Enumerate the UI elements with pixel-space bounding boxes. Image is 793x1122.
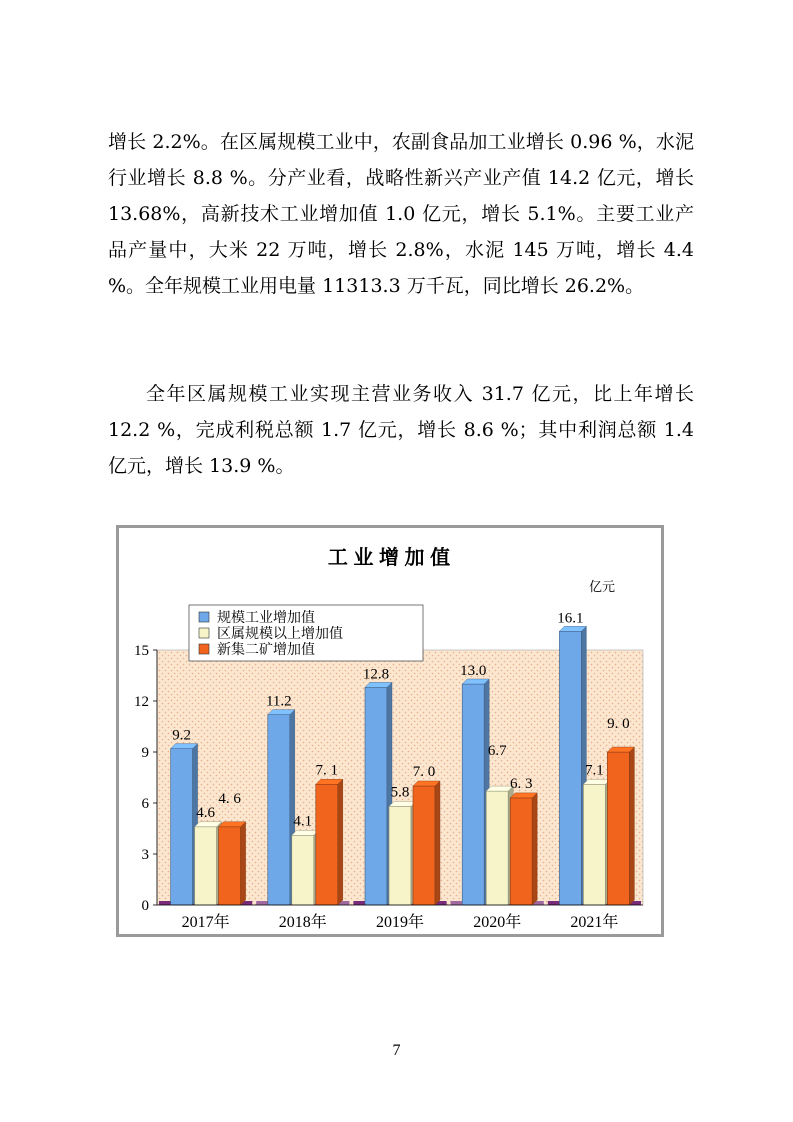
x-tick-label: 2019年: [375, 914, 425, 931]
x-tick-label: 2021年: [570, 914, 619, 931]
y-tick-label: 0: [141, 898, 149, 914]
bar: [316, 779, 343, 905]
paragraph-1-text: 增长 2.2%。在区属规模工业中，农副食品加工业增长 0.96 %，水泥行业增长 8.8 %。分产业看，战略性新兴产业产值 14.2 亿元，增长 13.68%，高新技术工业增加值 1.0 亿元，增长 5.1%。主要工业产品产量中，大米 22 万吨，增长 2.8%，水泥 145 万吨，增长 4.4 %。全年规模工业用电量 11313.3 万千瓦，同比增长 26.2%。: [108, 131, 694, 297]
bar: [462, 679, 489, 905]
data-label: 12.8: [362, 666, 390, 683]
bar: [171, 744, 198, 905]
bar: [486, 786, 513, 905]
paragraph-2-text: 全年区属规模工业实现主营业务收入 31.7 亿元，比上年增长 12.2 %，完成利税总额 1.7 亿元，增长 8.6 %；其中利润总额 1.4 亿元，增长 13.9 %。: [108, 383, 694, 477]
y-tick-label: 9: [141, 745, 149, 761]
chart-frame: [116, 525, 664, 937]
y-tick-label: 6: [141, 796, 149, 812]
bar: [510, 793, 537, 905]
data-label: 9. 0: [607, 716, 630, 732]
paragraph-2: [108, 376, 694, 484]
bar: [268, 710, 295, 905]
data-label: 7.1: [585, 762, 604, 779]
y-tick-label: 3: [141, 847, 149, 863]
data-label: 16.1: [557, 610, 584, 627]
legend-label: 规模工业增加值: [217, 610, 315, 626]
x-tick-label: 2018年: [278, 914, 327, 931]
data-label: 5.8: [390, 784, 410, 801]
data-label: 4.1: [293, 813, 313, 830]
bar: [389, 801, 416, 905]
data-label: 13.0: [460, 663, 487, 679]
data-label: 4. 6: [218, 790, 241, 807]
unit-label: 亿元: [588, 580, 616, 595]
x-tick-label: 2020年: [473, 914, 522, 931]
data-label: 7. 1: [315, 762, 339, 779]
bar: [195, 822, 222, 905]
bar: [583, 779, 610, 905]
data-label: 11.2: [265, 693, 292, 710]
page-number: 7: [392, 1042, 401, 1059]
bar: [559, 626, 586, 905]
bar: [607, 747, 634, 905]
legend-swatch: [199, 644, 209, 654]
data-label: 4.6: [196, 804, 215, 821]
legend-label: 新集二矿增加值: [217, 642, 315, 658]
y-tick-label: 12: [134, 694, 149, 710]
data-label: 9.2: [172, 727, 191, 744]
x-tick-label: 2017年: [181, 914, 230, 931]
chart-title: 工 业 增 加 值: [327, 547, 451, 569]
data-label: 6.7: [487, 743, 507, 760]
legend-swatch: [199, 628, 209, 638]
data-label: 6. 3: [509, 775, 533, 792]
y-tick-label: 15: [134, 643, 149, 659]
paragraph-1: [108, 124, 694, 304]
industrial-value-chart: [119, 528, 661, 934]
bar: [219, 822, 246, 905]
legend: [189, 605, 423, 661]
legend-swatch: [199, 612, 209, 622]
bar: [292, 830, 319, 905]
data-label: 7. 0: [412, 764, 436, 780]
bar: [413, 781, 440, 905]
bar: [365, 682, 392, 905]
legend-label: 区属规模以上增加值: [217, 626, 343, 642]
